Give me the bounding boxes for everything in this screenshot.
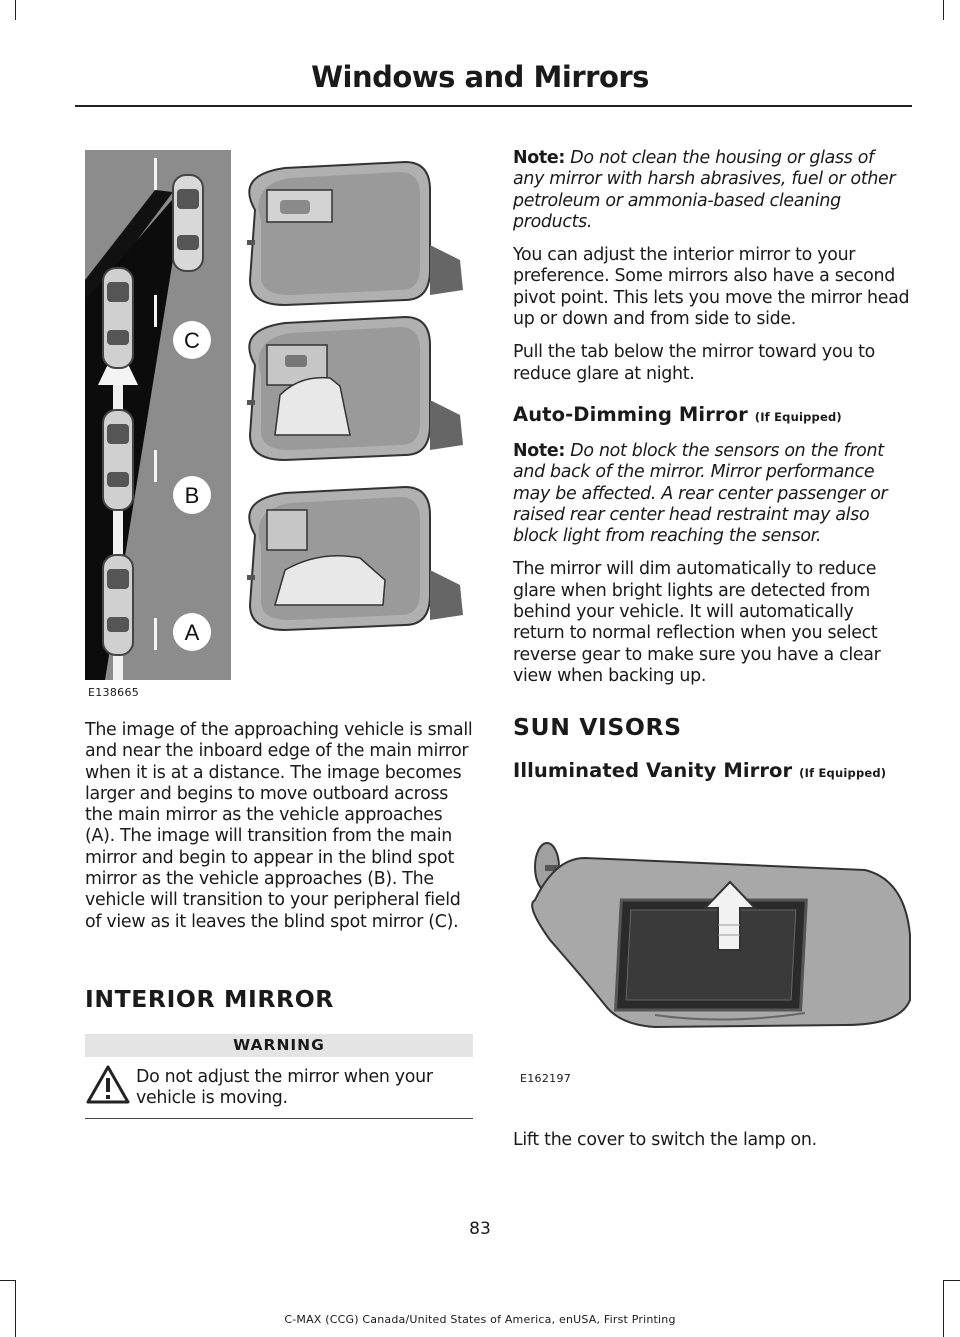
figure-code: E162197	[520, 1072, 572, 1085]
car-icon	[173, 175, 203, 271]
crop-mark	[0, 1280, 15, 1281]
side-mirror-1	[247, 162, 463, 305]
tab-paragraph: Pull the tab below the mirror toward you to reduce glare at night.	[513, 342, 876, 384]
auto-dimming-heading	[513, 403, 910, 426]
sun-visor-figure	[515, 830, 913, 1040]
side-mirror-3	[247, 487, 463, 630]
side-mirror-2	[247, 317, 463, 460]
crop-mark	[943, 1280, 960, 1281]
note-sensors	[513, 441, 910, 547]
sun-visors-heading: SUN VISORS	[513, 713, 682, 742]
position-label-c	[173, 321, 211, 359]
page-title: Windows and Mirrors	[311, 60, 649, 94]
figure-code: E138665	[88, 686, 140, 699]
blind-spot-paragraph: The image of the approaching vehicle is small and near the inboard edge of the main mirror when it is at a distance. The image becomes larger and begins to move outboard across the main mirror as the vehicle approaches (A). The image will transition from the main mirror and begin to appear in the blind spot mirror as the vehicle approaches (B). The vehicle will transition to your peripheral field of view as it leaves the blind spot mirror (C).	[85, 720, 473, 932]
warning-title: WARNING	[85, 1034, 473, 1057]
crop-mark	[943, 1280, 944, 1337]
interior-mirror-heading: INTERIOR MIRROR	[85, 985, 334, 1013]
position-label-a	[173, 613, 211, 651]
heading-text: Illuminated Vanity Mirror	[513, 759, 793, 783]
lamp-paragraph: Lift the cover to switch the lamp on.	[513, 1130, 817, 1150]
left-column	[85, 720, 477, 933]
car-icon	[103, 268, 133, 368]
warning-text: Do not adjust the mirror when your vehicle is moving.	[136, 1067, 433, 1109]
heading-text: Auto-Dimming Mirror	[513, 402, 748, 426]
vanity-mirror-heading	[513, 759, 910, 782]
note-text: Do not clean the housing or glass of any mirror with harsh abrasives, fuel or other petroleum or ammonia-based cleaning products.	[513, 148, 896, 232]
car-icon	[103, 555, 133, 655]
car-icon	[103, 410, 133, 510]
warning-rule	[85, 1118, 473, 1119]
crop-mark	[943, 0, 944, 20]
note-label: Note:	[513, 440, 566, 461]
page-number: 83	[469, 1219, 491, 1239]
header-rule	[75, 105, 912, 107]
note-cleaning	[513, 148, 910, 233]
note-label: Note:	[513, 148, 566, 168]
note-text: Do not block the sensors on the front and back of the mirror. Mirror performance may be affected. A rear center passenger or raised rear center head restraint may also block light from reaching the sensor.	[513, 440, 888, 547]
right-column	[513, 148, 910, 782]
label-b-text: B	[184, 483, 200, 508]
label-a-text: A	[184, 620, 200, 645]
position-label-b	[173, 476, 211, 514]
adjust-paragraph: You can adjust the interior mirror to your preference. Some mirrors also have a second pivot point. This lets you move the mirror head up or down and from side to side.	[513, 245, 910, 330]
crop-mark	[15, 1280, 16, 1337]
warning-triangle-icon	[86, 1065, 130, 1105]
crop-mark	[15, 0, 16, 20]
heading-suffix: (If Equipped)	[799, 766, 887, 781]
dim-paragraph: The mirror will dim automatically to reduce glare when bright lights are detected from behind your vehicle. It will automatically return to normal reflection when you select reverse gear to make sure you have a clear view when backing up.	[513, 559, 881, 686]
label-c-text: C	[184, 328, 200, 353]
blind-spot-figure	[85, 150, 475, 700]
heading-suffix: (If Equipped)	[754, 409, 842, 424]
footer-text: C-MAX (CCG) Canada/United States of America, enUSA, First Printing	[284, 1313, 676, 1326]
